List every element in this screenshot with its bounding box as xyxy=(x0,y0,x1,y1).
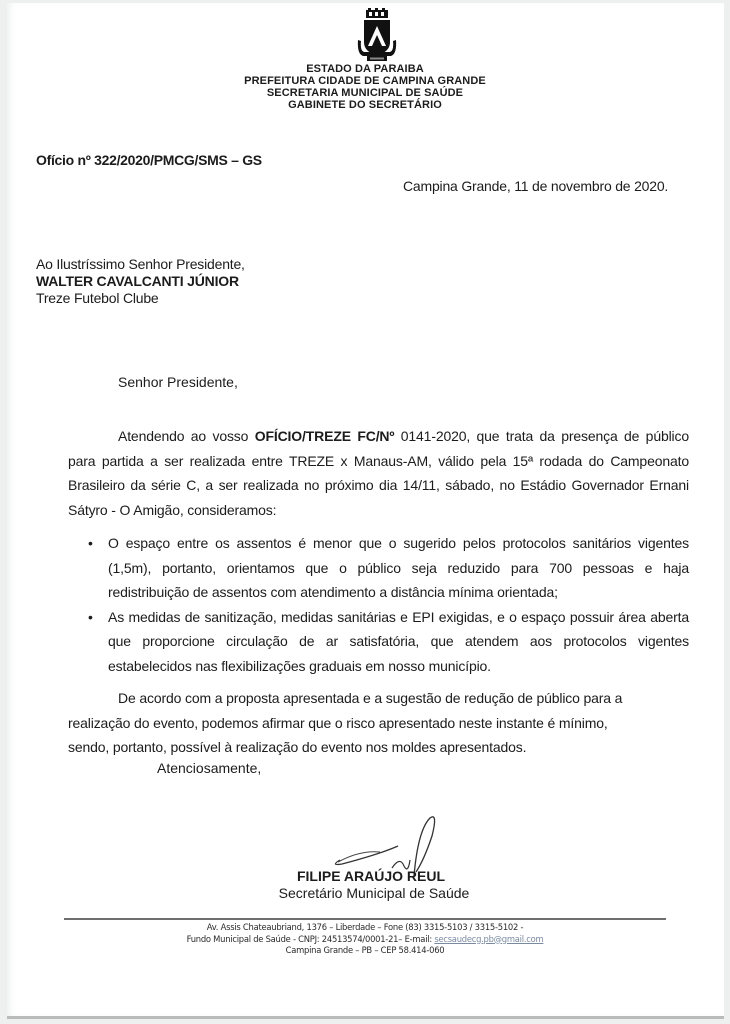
footer-address: Av. Assis Chateaubriand, 1376 – Liberdade – Fone (83) 3315-5103 / 3315-5102 - xyxy=(206,922,524,932)
greeting: Senhor Presidente, xyxy=(118,374,238,390)
signatory xyxy=(0,868,730,902)
paragraph-line: realização do evento, podemos afirmar que o risco apresentado neste instante é mínimo, xyxy=(68,714,608,731)
addressee-name: WALTER CAVALCANTI JÚNIOR xyxy=(36,273,239,289)
signatory-role: Secretário Municipal de Saúde xyxy=(278,885,470,901)
letterhead-line: GABINETE DO SECRETÁRIO xyxy=(288,99,442,111)
bullet-icon: • xyxy=(88,608,93,625)
footer-email-link[interactable]: secsaudecg.pb@gmail.com xyxy=(434,933,544,944)
paragraph-line: De acordo com a proposta apresentada e a sugestão de redução de público para a xyxy=(118,690,623,706)
body-paragraph xyxy=(68,686,708,760)
addressee-block xyxy=(36,256,245,307)
date-line: Campina Grande, 11 de novembro de 2020. xyxy=(403,178,669,194)
paragraph-text: 0141-2020, que trata da presença de público para partida a ser realizada entre TREZE x Manaus-AM, válido pela 15ª rodada do Campeonato Brasileiro da série C, a ser realizada no próximo dia 14/11, sábado, no Estádio Governador Ernani Sátyro - O Amigão, consideramos: xyxy=(68,428,689,518)
list-item xyxy=(68,531,689,605)
footer xyxy=(0,922,730,957)
signatory-name: FILIPE ARAÚJO REUL xyxy=(296,868,446,884)
footer-contact: Fundo Municipal de Saúde - CNPJ: 24513574/0001-21– E-mail: secsaudecg.pb@gmail.com xyxy=(186,933,544,944)
paragraph-line: sendo, portanto, possível à realização do evento nos moldes apresentados. xyxy=(68,739,527,755)
document-reference: Ofício nº 322/2020/PMCG/SMS – GS xyxy=(36,152,262,168)
bullet-icon: • xyxy=(88,535,93,551)
addressee-organization: Treze Futebol Clube xyxy=(36,290,159,306)
letterhead-line: ESTADO DA PARAIBA xyxy=(306,63,424,75)
coat-of-arms-icon xyxy=(355,8,399,62)
list-item xyxy=(68,605,689,679)
body-paragraph xyxy=(68,424,689,522)
footer-city: Campina Grande – PB – CEP 58.414-060 xyxy=(285,945,445,955)
list-item-text: O espaço entre os assentos é menor que o sugerido pelos protocolos sanitários vigentes (1,5m), portanto, orientamos que o público seja reduzido para 700 pessoas e haja redistribuição de assentos com atendimento a distância mínima orientada; xyxy=(108,535,689,600)
paragraph-text: Atendendo ao vosso xyxy=(118,428,255,444)
closing: Atenciosamente, xyxy=(157,760,262,776)
footer-divider xyxy=(64,918,666,920)
letterhead xyxy=(0,63,730,111)
addressee-title: Ao Ilustríssimo Senhor Presidente, xyxy=(36,256,245,272)
list-item-text: As medidas de sanitização, medidas sanitárias e EPI exigidas, e o espaço possuir área aberta que proporcione circulação de ar satisfatória, que atendem aos protocolos vigentes estabelecidos nas flexibilizações graduais em nosso município. xyxy=(108,608,689,674)
referenced-document: OFÍCIO/TREZE FC/Nº xyxy=(254,428,395,444)
considerations-list xyxy=(68,531,689,678)
document-page xyxy=(7,3,724,1019)
letterhead-line: SECRETARIA MUNICIPAL DE SAÚDE xyxy=(266,87,464,99)
letterhead-line: PREFEITURA CIDADE DE CAMPINA GRANDE xyxy=(244,75,486,87)
